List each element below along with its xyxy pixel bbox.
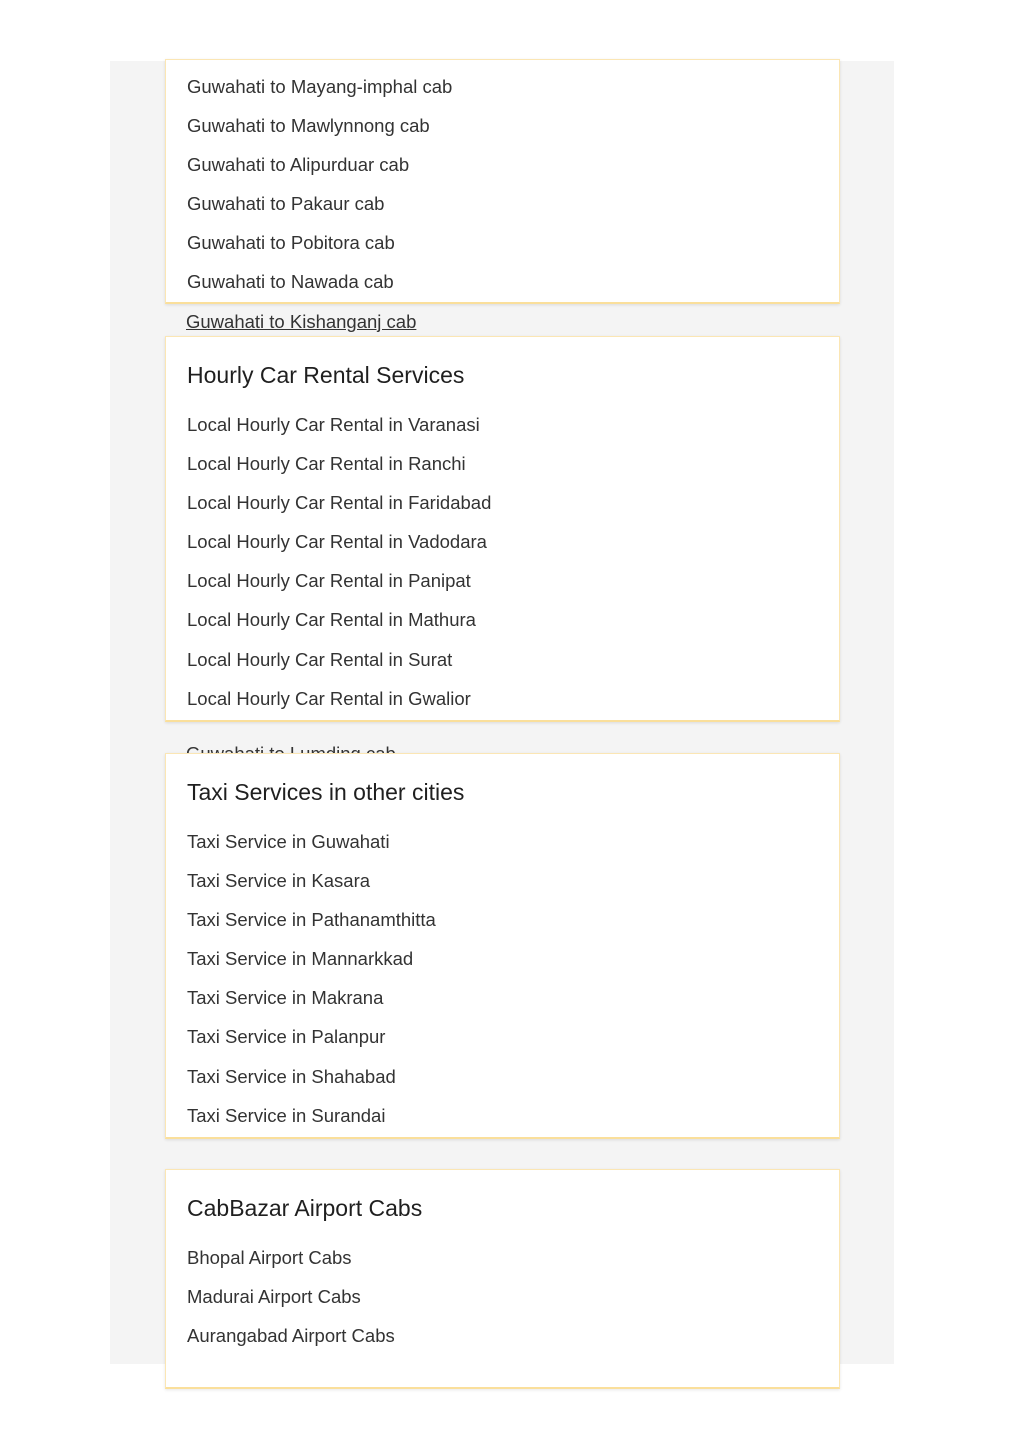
taxi-service-link-mannarkkad[interactable]: Taxi Service in Mannarkkad (187, 948, 414, 970)
airport-cabs-links-list (187, 1238, 829, 1378)
page-background (110, 61, 894, 1364)
hourly-rental-link-faridabad[interactable]: Local Hourly Car Rental in Faridabad (187, 492, 492, 514)
airport-cab-link-madurai[interactable]: Madurai Airport Cabs (187, 1286, 361, 1308)
hourly-rental-links-list (187, 405, 829, 709)
hourly-rental-link-varanasi[interactable]: Local Hourly Car Rental in Varanasi (187, 414, 480, 435)
taxi-service-link-palanpur[interactable]: Taxi Service in Palanpur (187, 1026, 386, 1048)
route-link-pobitora[interactable]: Guwahati to Pobitora cab (187, 232, 395, 254)
route-link-nawada[interactable]: Guwahati to Nawada cab (187, 271, 394, 293)
hourly-rental-link-ranchi[interactable]: Local Hourly Car Rental in Ranchi (187, 453, 466, 475)
taxi-services-heading: Taxi Services in other cities (187, 779, 465, 805)
hourly-car-rental-card (165, 336, 840, 722)
hourly-rental-link-mathura[interactable]: Local Hourly Car Rental in Mathura (187, 609, 476, 631)
route-link-alipurduar[interactable]: Guwahati to Alipurduar cab (187, 154, 410, 176)
route-link-mayang-imphal[interactable]: Guwahati to Mayang-imphal cab (187, 76, 453, 97)
guwahati-cab-links-list (187, 67, 829, 301)
airport-cab-link-bhopal[interactable]: Bhopal Airport Cabs (187, 1247, 352, 1268)
taxi-service-link-surandai[interactable]: Taxi Service in Surandai (187, 1104, 386, 1126)
airport-cabs-card (165, 1169, 840, 1389)
taxi-service-link-makrana[interactable]: Taxi Service in Makrana (187, 987, 384, 1009)
taxi-services-card (165, 753, 840, 1139)
route-link-kishanganj[interactable]: Guwahati to Kishanganj cab (186, 311, 417, 332)
hourly-rental-link-gwalior[interactable]: Local Hourly Car Rental in Gwalior (187, 687, 471, 709)
taxi-service-link-guwahati[interactable]: Taxi Service in Guwahati (187, 831, 390, 852)
airport-cab-link-aurangabad[interactable]: Aurangabad Airport Cabs (187, 1325, 395, 1347)
hourly-rental-heading: Hourly Car Rental Services (187, 362, 465, 388)
hourly-rental-link-panipat[interactable]: Local Hourly Car Rental in Panipat (187, 570, 471, 592)
route-link-mawlynnong[interactable]: Guwahati to Mawlynnong cab (187, 115, 430, 137)
taxi-service-link-pathanamthitta[interactable]: Taxi Service in Pathanamthitta (187, 909, 436, 931)
taxi-services-links-list (187, 822, 829, 1126)
guwahati-cab-routes-card (165, 59, 840, 304)
hourly-rental-link-vadodara[interactable]: Local Hourly Car Rental in Vadodara (187, 531, 487, 553)
taxi-service-link-kasara[interactable]: Taxi Service in Kasara (187, 870, 371, 892)
taxi-service-link-shahabad[interactable]: Taxi Service in Shahabad (187, 1065, 396, 1087)
route-link-pakaur[interactable]: Guwahati to Pakaur cab (187, 193, 385, 215)
airport-cabs-heading: CabBazar Airport Cabs (187, 1195, 423, 1221)
hourly-rental-link-surat[interactable]: Local Hourly Car Rental in Surat (187, 648, 453, 670)
